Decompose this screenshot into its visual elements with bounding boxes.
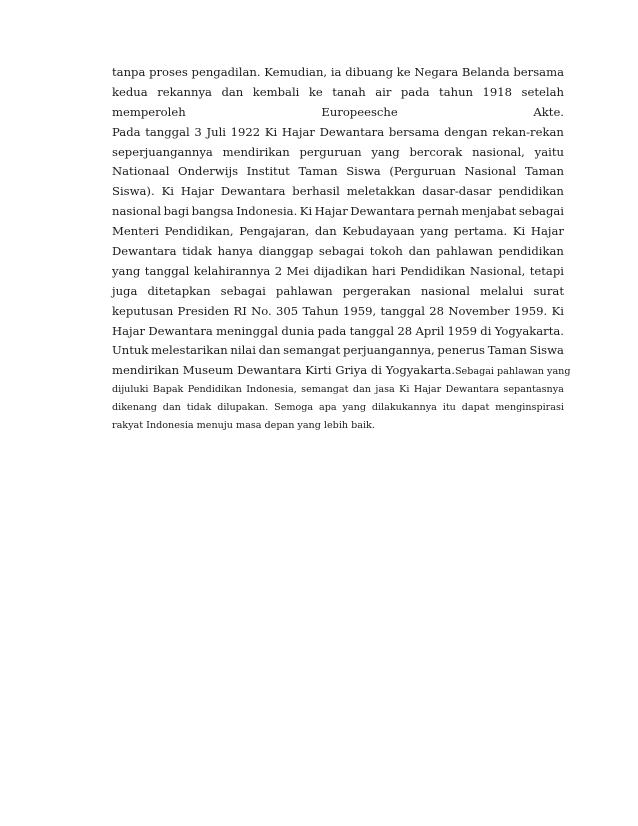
text-line	[112, 262, 564, 282]
word: April	[415, 323, 445, 338]
text-line	[112, 182, 564, 202]
text-line	[112, 242, 564, 262]
word: Semoga	[274, 402, 314, 414]
word: No.	[251, 303, 272, 318]
word: setelah	[521, 84, 564, 99]
word: Hajar	[180, 184, 214, 199]
word: 28	[429, 303, 445, 318]
text-line	[112, 302, 564, 322]
word: tetapi	[529, 263, 564, 278]
word: Ki	[551, 303, 564, 318]
word: Kemudian,	[264, 65, 328, 79]
word: melestarikan	[151, 343, 228, 358]
word: dikenang	[112, 402, 157, 414]
word: air	[375, 84, 392, 99]
word: Tahun	[302, 303, 339, 318]
word: hanya	[217, 244, 253, 259]
word: November	[448, 303, 510, 318]
word: Belanda	[461, 65, 510, 79]
word: tidak	[186, 402, 212, 414]
word: Menteri	[112, 224, 159, 239]
word: perguruan	[299, 144, 362, 159]
word: dapat	[461, 402, 490, 414]
word: tahun	[439, 84, 474, 99]
word: Mei	[286, 263, 309, 278]
word: mendirikan	[222, 144, 290, 159]
word: yang	[342, 402, 366, 414]
text-line	[112, 322, 564, 342]
word: Indonesia.	[236, 204, 298, 219]
word: menjabat	[461, 204, 517, 219]
word: bagi	[163, 204, 190, 219]
word: sepantasnya	[503, 384, 564, 396]
word: dilupakan.	[217, 402, 269, 414]
word: dianggap	[258, 244, 314, 259]
word: sebagai	[220, 283, 266, 298]
word: apa	[319, 402, 337, 414]
word: Hajar	[530, 224, 564, 239]
word: pahlawan	[436, 244, 493, 259]
small-text-line	[112, 381, 564, 399]
word: tidak	[182, 244, 212, 259]
word: 3	[194, 124, 202, 139]
word: ke	[396, 65, 411, 79]
word: yang	[420, 224, 449, 239]
word: Siswa	[529, 343, 564, 358]
word: rekan-rekan	[492, 124, 564, 139]
text-line	[112, 103, 564, 123]
word: 28	[397, 323, 413, 338]
small-text-line	[112, 399, 564, 417]
word: Taman	[298, 164, 338, 179]
word: Siswa).	[112, 184, 155, 199]
text-line	[112, 282, 564, 302]
word: sebagai	[518, 204, 564, 219]
word: dan	[162, 402, 181, 414]
word: ke	[308, 84, 323, 99]
word: 2	[274, 263, 283, 278]
word: meletakkan	[346, 184, 416, 199]
word: 1959.	[514, 303, 548, 318]
word: bercorak	[409, 144, 463, 159]
word: bangsa	[191, 204, 234, 219]
word: Hajar	[112, 323, 146, 338]
word: berhasil	[292, 184, 340, 199]
word: pada	[400, 84, 430, 99]
word: Dewantara	[445, 384, 499, 396]
word: Taman	[524, 164, 564, 179]
word: pergerakan	[342, 283, 411, 298]
word: hari	[372, 263, 396, 278]
word: Siswa	[346, 164, 381, 179]
word: Dewantara	[319, 124, 385, 139]
word: Akte.	[533, 104, 564, 119]
word: tanggal	[380, 303, 425, 318]
word: dibuang	[345, 65, 394, 79]
word: Ki	[161, 184, 174, 199]
word: tanggal	[349, 323, 395, 338]
word: Pengajaran,	[239, 224, 310, 239]
word: jasa	[375, 384, 395, 396]
word: nasional	[112, 204, 162, 219]
word: di	[480, 323, 492, 338]
word: menginspirasi	[495, 402, 564, 414]
word: yang	[371, 144, 400, 159]
word: pendidikan	[498, 244, 564, 259]
word: pertama.	[454, 224, 508, 239]
word: dan	[408, 244, 431, 259]
word: keputusan	[112, 303, 174, 318]
word: pernah	[417, 204, 459, 219]
word: Nationaal	[112, 164, 170, 179]
word: tokoh	[369, 244, 403, 259]
word: pendidikan	[498, 184, 564, 199]
text-line	[112, 341, 564, 361]
word: Hajar	[314, 204, 348, 219]
word: kelahirannya	[193, 263, 271, 278]
word: nasional	[420, 283, 470, 298]
word: semangat	[283, 343, 341, 358]
word: dan	[314, 224, 337, 239]
word: meninggal	[216, 323, 279, 338]
body-text	[112, 63, 571, 435]
word: sebagai	[318, 244, 365, 259]
word: Dewantara	[148, 323, 213, 338]
word: pahlawan	[275, 283, 333, 298]
word: yaitu	[534, 144, 564, 159]
word: nilai	[230, 343, 256, 358]
word: ditetapkan	[147, 283, 211, 298]
word: tanpa	[112, 65, 146, 79]
word: Onderwijs	[178, 164, 239, 179]
word: Hajar	[413, 384, 442, 396]
small-text-line: rakyat Indonesia menuju masa depan yang lebih baik.	[112, 420, 375, 432]
word: tanggal	[144, 263, 190, 278]
word: Hajar	[281, 124, 315, 139]
word: Ki	[299, 204, 313, 219]
word: itu	[442, 402, 456, 414]
word: Ki	[264, 124, 278, 139]
text-line	[112, 202, 564, 222]
word: tanggal	[145, 124, 190, 139]
word: Nasional,	[469, 263, 526, 278]
word: dijadikan	[313, 263, 368, 278]
word: proses	[149, 65, 188, 79]
word: Dewantara	[350, 204, 415, 219]
word: rekannya	[157, 84, 212, 99]
text-line	[112, 123, 564, 143]
word: Nasional	[464, 164, 517, 179]
word: pengadilan.	[191, 65, 261, 79]
text-line-tail: Sebagai pahlawan yang	[454, 366, 571, 378]
word: surat	[533, 283, 564, 298]
word: Institut	[246, 164, 290, 179]
text-line	[112, 83, 564, 103]
word: Pada	[112, 124, 141, 139]
word: penerus	[437, 343, 485, 358]
text-line	[112, 162, 564, 182]
word: dunia	[281, 323, 315, 338]
word: Taman	[487, 343, 527, 358]
word: memperoleh	[112, 104, 186, 119]
word: Juli	[206, 124, 226, 139]
word: 1959,	[342, 303, 377, 318]
word: (Perguruan	[389, 164, 456, 179]
word: Dewantara	[220, 184, 286, 199]
word: dan	[352, 384, 371, 396]
word: dijuluki	[112, 384, 149, 396]
text-line	[112, 361, 571, 381]
word: Ki	[399, 384, 410, 396]
word: 305	[276, 303, 299, 318]
word: Negara	[414, 65, 459, 79]
word: melalui	[480, 283, 524, 298]
word: Yogyakarta.	[494, 323, 564, 338]
word: 1918	[482, 84, 513, 99]
word: bersama	[513, 65, 564, 79]
word: Pendidikan	[400, 263, 466, 278]
word: tanah	[332, 84, 366, 99]
word: RI	[233, 303, 247, 318]
word: Dewantara	[112, 244, 177, 259]
word: dan	[258, 343, 281, 358]
word: dasar-dasar	[422, 184, 492, 199]
word: Indonesia,	[246, 384, 297, 396]
word: Untuk	[112, 343, 149, 358]
word: Europeesche	[321, 104, 398, 119]
word: Ki	[512, 224, 526, 239]
word: bersama	[388, 124, 440, 139]
word: Bapak	[152, 384, 184, 396]
text-line	[112, 222, 564, 242]
word: Pendidikan,	[164, 224, 234, 239]
word: 1959	[447, 323, 478, 338]
text-line-main: mendirikan Museum Dewantara Kirti Griya di Yogyakarta.	[112, 363, 455, 378]
word: ia	[330, 65, 342, 79]
word: pada	[317, 323, 347, 338]
text-line	[112, 143, 564, 163]
word: dengan	[444, 124, 488, 139]
word: Pendidikan	[187, 384, 242, 396]
word: seperjuangannya	[112, 144, 213, 159]
word: Kebudayaan	[342, 224, 415, 239]
word: 1922	[230, 124, 261, 139]
word: Presiden	[177, 303, 230, 318]
word: perjuangannya,	[343, 343, 435, 358]
word: kedua	[112, 84, 148, 99]
text-line	[112, 63, 564, 83]
word: semangat	[301, 384, 349, 396]
word: kembali	[252, 84, 300, 99]
word: dilakukannya	[371, 402, 437, 414]
word: juga	[112, 283, 138, 298]
word: nasional,	[472, 144, 525, 159]
word: dan	[221, 84, 244, 99]
word: yang	[112, 263, 141, 278]
